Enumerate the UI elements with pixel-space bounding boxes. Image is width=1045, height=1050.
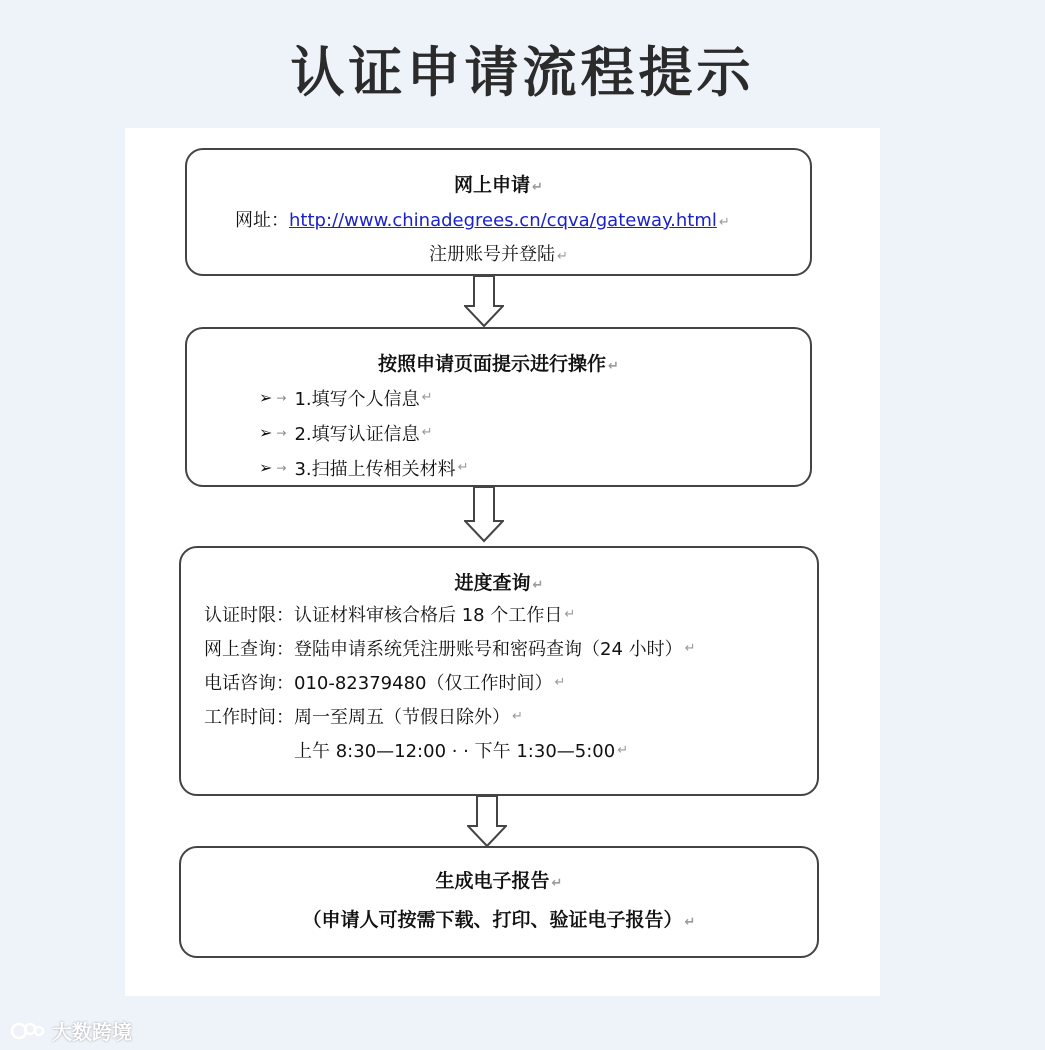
list-item: ➢ → 3.扫描上传相关材料 ↵ [259, 458, 469, 480]
step-generate-report [179, 846, 819, 958]
step-heading: 网上申请 ↵ [454, 174, 543, 196]
down-arrow-icon [464, 276, 504, 328]
info-row: 电话咨询： 010-82379480（仅工作时间） ↵ [204, 673, 566, 694]
watermark-text: 大数跨境 [52, 1020, 132, 1044]
register-line: 注册账号并登陆 ↵ [429, 244, 568, 265]
url-label: 网址： [235, 210, 289, 231]
step-note: （申请人可按需下载、打印、验证电子报告） ↵ [302, 909, 696, 931]
tab-mark-icon: → [276, 460, 287, 475]
url-line: 网址：http://www.chinadegrees.cn/cqva/gateway.html ↵ [235, 210, 730, 231]
step-progress-query [179, 546, 819, 796]
watermark [10, 1016, 132, 1045]
bullet-arrow-icon: ➢ [259, 423, 273, 442]
down-arrow-icon [464, 487, 504, 543]
brand-logo-icon [10, 1020, 46, 1042]
office-hours: 上午 8:30—12:00 · · 下午 1:30—5:00 ↵ [294, 741, 629, 762]
step-online-application [185, 148, 812, 276]
step-heading: 生成电子报告 ↵ [435, 870, 563, 892]
gateway-link[interactable]: http://www.chinadegrees.cn/cqva/gateway.html [289, 210, 717, 231]
page-title: 认证申请流程提示 [290, 41, 755, 104]
down-arrow-icon [467, 796, 507, 848]
flowchart-canvas [125, 128, 880, 996]
step-heading: 按照申请页面提示进行操作 ↵ [378, 353, 619, 375]
list-item: ➢ → 2.填写认证信息 ↵ [259, 423, 433, 445]
info-row: 认证时限： 认证材料审核合格后 18 个工作日 ↵ [204, 605, 576, 626]
info-row: 工作时间： 周一至周五（节假日除外） ↵ [204, 707, 523, 728]
bullet-arrow-icon: ➢ [259, 388, 273, 407]
step-follow-instructions [185, 327, 812, 487]
info-row: 网上查询： 登陆申请系统凭注册账号和密码查询（24 小时） ↵ [204, 639, 696, 660]
list-item: ➢ → 1.填写个人信息 ↵ [259, 388, 433, 410]
bullet-arrow-icon: ➢ [259, 458, 273, 477]
step-heading: 进度查询 ↵ [454, 572, 544, 594]
tab-mark-icon: → [276, 390, 287, 405]
tab-mark-icon: → [276, 425, 287, 440]
